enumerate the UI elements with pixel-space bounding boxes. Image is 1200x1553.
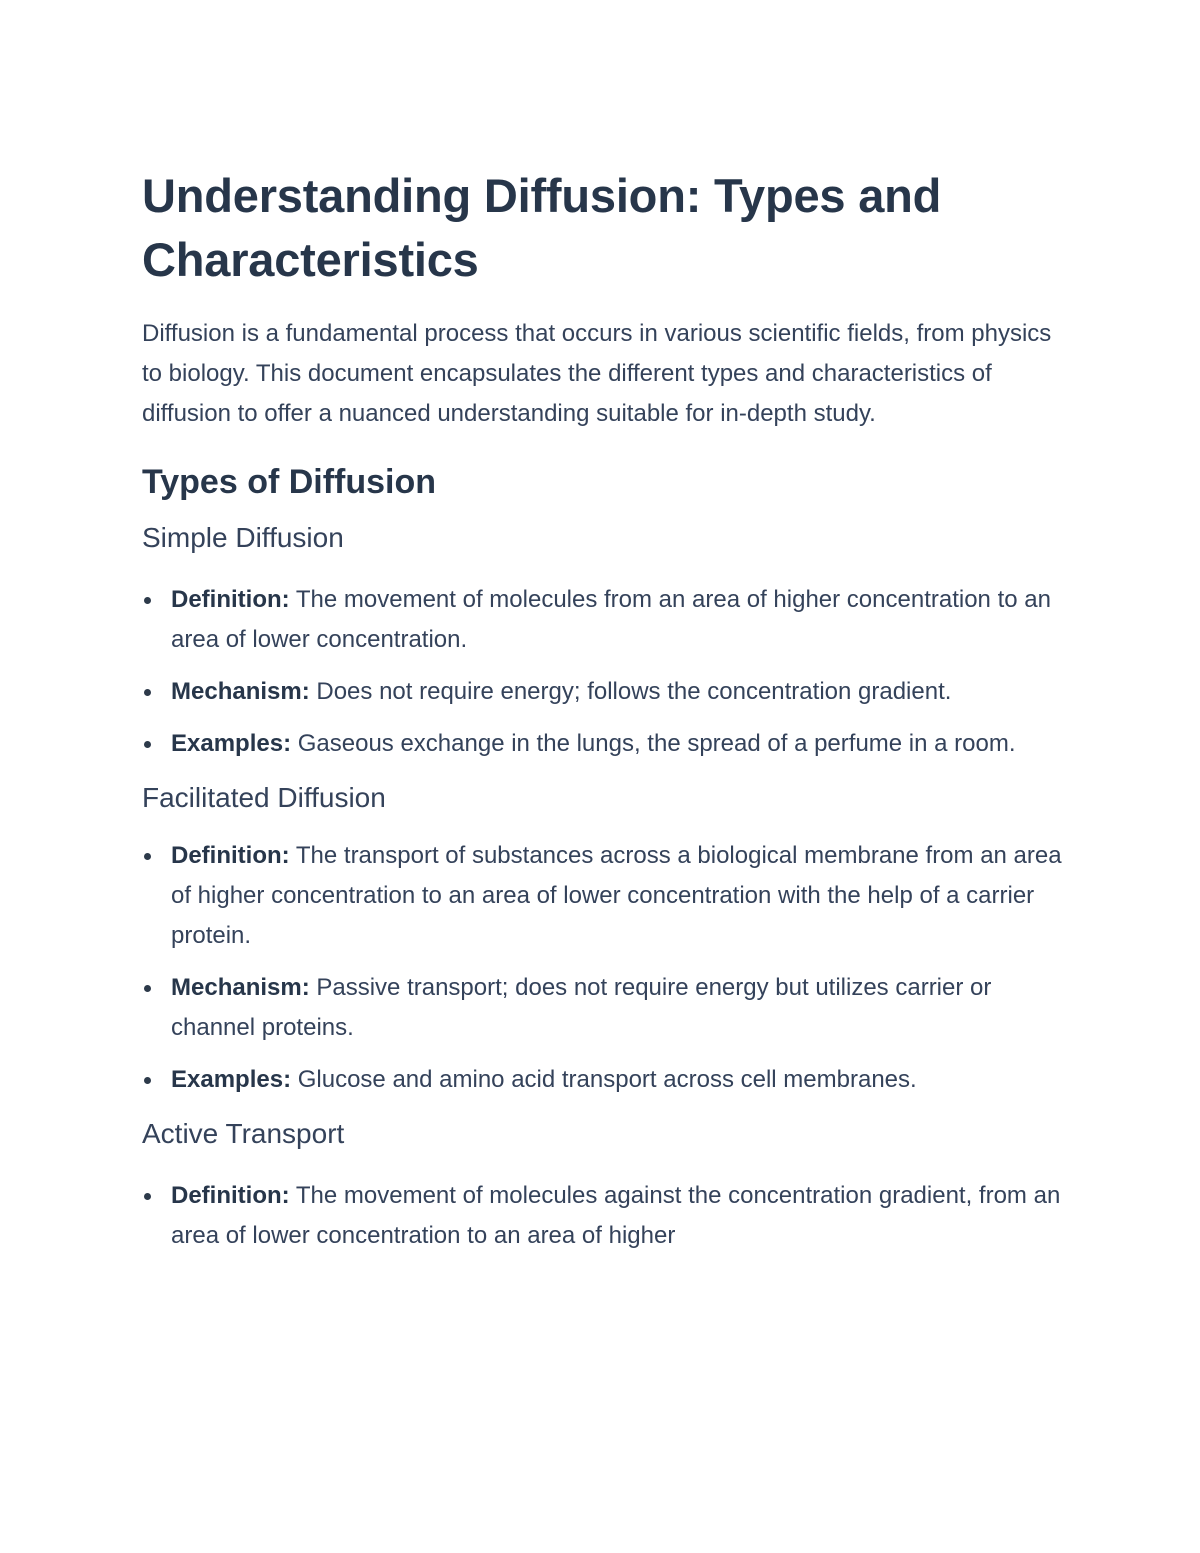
section-facilitated-diffusion — [142, 780, 1062, 1100]
list-item — [142, 1060, 1062, 1100]
list-item — [142, 580, 1062, 660]
item-term: Mechanism: — [171, 678, 310, 705]
bullet-icon — [144, 597, 151, 604]
bullet-list — [142, 836, 1062, 1100]
list-item — [142, 672, 1062, 712]
list-item — [142, 968, 1062, 1048]
section-heading: Simple Diffusion — [142, 522, 344, 553]
document-title: Understanding Diffusion: Types and Characteristics — [142, 169, 942, 286]
item-term: Definition: — [171, 842, 290, 869]
bullet-icon — [144, 1193, 151, 1200]
types-heading: Types of Diffusion — [142, 463, 437, 501]
bullet-icon — [144, 689, 151, 696]
item-text: The movement of molecules from an area of higher concentration to an area of lower concentration. — [171, 586, 1051, 653]
item-term: Examples: — [171, 1066, 292, 1093]
list-item — [142, 724, 1062, 764]
item-text: Does not require energy; follows the concentration gradient. — [309, 678, 952, 705]
item-text: The movement of molecules against the concentration gradient, from an area of lower concentration to an area of higher — [171, 1182, 1061, 1249]
section-simple-diffusion — [142, 520, 1062, 764]
item-term: Definition: — [171, 586, 290, 613]
section-heading: Active Transport — [142, 1118, 345, 1149]
section-active-transport — [142, 1116, 1062, 1256]
item-term: Definition: — [171, 1182, 290, 1209]
bullet-icon — [144, 985, 151, 992]
bullet-list — [142, 1176, 1062, 1256]
item-term: Mechanism: — [171, 974, 310, 1001]
item-text: Passive transport; does not require energy but utilizes carrier or channel proteins. — [171, 974, 992, 1041]
item-term: Examples: — [171, 730, 292, 757]
bullet-icon — [144, 741, 151, 748]
item-text: Glucose and amino acid transport across cell membranes. — [291, 1066, 917, 1093]
intro-paragraph: Diffusion is a fundamental process that occurs in various scientific fields, from physics to biology. This document encapsulates the different types and characteristics of diffusion to offer a nuanced understanding suitable for in-depth study. — [142, 320, 1052, 427]
item-text: The transport of substances across a biological membrane from an area of higher concentration to an area of lower concentration with the help of a carrier protein. — [171, 842, 1062, 949]
list-item — [142, 1176, 1062, 1256]
bullet-icon — [144, 853, 151, 860]
item-text: Gaseous exchange in the lungs, the spread of a perfume in a room. — [291, 730, 1016, 757]
bullet-icon — [144, 1077, 151, 1084]
document-page — [142, 164, 1062, 1256]
bullet-list — [142, 580, 1062, 764]
list-item — [142, 836, 1062, 956]
section-heading: Facilitated Diffusion — [142, 782, 386, 813]
